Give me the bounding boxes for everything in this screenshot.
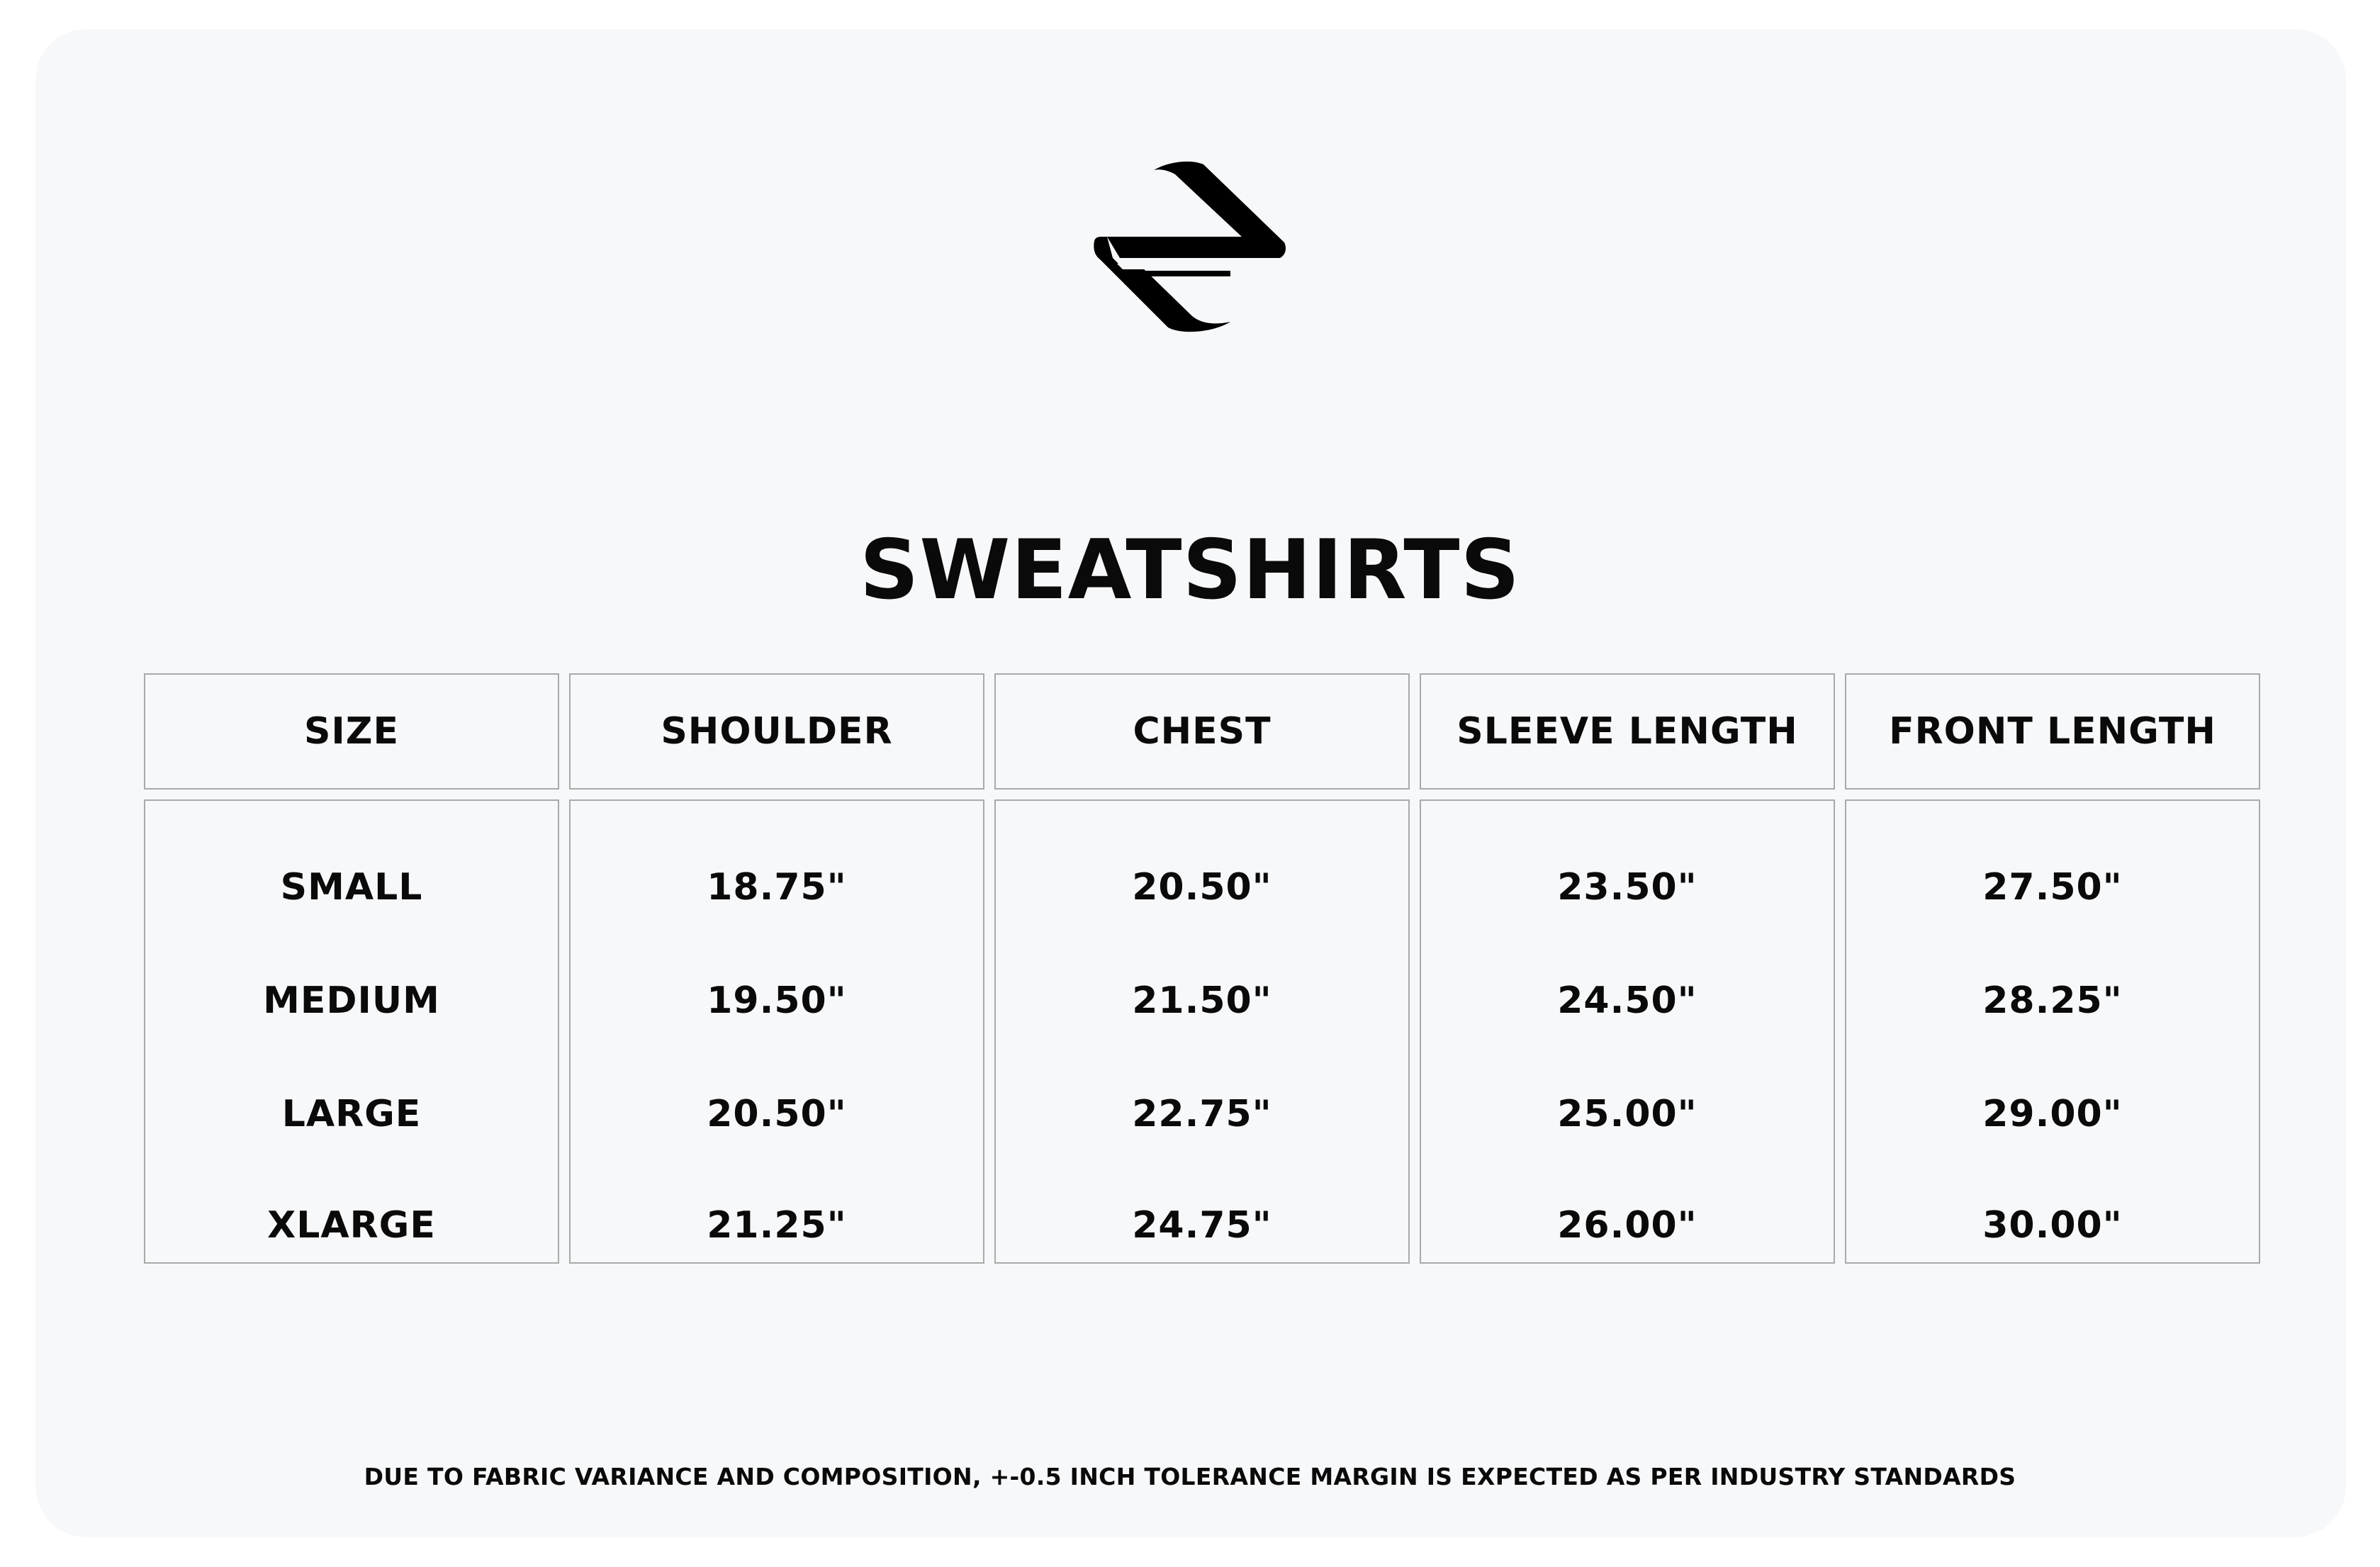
table-cell: 24.75" — [1132, 1204, 1272, 1247]
table-cell: 28.25" — [1982, 979, 2123, 1022]
column-size — [144, 799, 559, 1264]
column-chest — [994, 799, 1410, 1264]
header-size: SIZE — [144, 673, 559, 790]
header-front-length: FRONT LENGTH — [1845, 673, 2260, 790]
table-cell: 21.25" — [707, 1204, 847, 1247]
table-cell: 18.75" — [707, 866, 847, 909]
header-chest: CHEST — [994, 673, 1410, 790]
table-cell: MEDIUM — [263, 979, 440, 1022]
table-cell: 20.50" — [707, 1093, 847, 1135]
table-cell: 27.50" — [1982, 866, 2123, 909]
table-cell: XLARGE — [267, 1204, 436, 1247]
header-sleeve-length: SLEEVE LENGTH — [1420, 673, 1835, 790]
table-cell: 29.00" — [1982, 1093, 2123, 1135]
table-cell: LARGE — [281, 1093, 422, 1135]
table-cell: 22.75" — [1132, 1093, 1272, 1135]
column-front-length — [1845, 799, 2260, 1264]
header-shoulder: SHOULDER — [569, 673, 984, 790]
page-title: SWEATSHIRTS — [859, 522, 1521, 618]
table-cell: 23.50" — [1557, 866, 1697, 909]
tolerance-footnote: DUE TO FABRIC VARIANCE AND COMPOSITION, +-0.5 INCH TOLERANCE MARGIN IS EXPECTED AS PER INDUSTRY STANDARDS — [364, 1463, 2016, 1490]
table-cell: 20.50" — [1132, 866, 1272, 909]
column-sleeve-length — [1420, 799, 1835, 1264]
table-cell: 24.50" — [1557, 979, 1697, 1022]
table-cell: 19.50" — [707, 979, 847, 1022]
table-cell: 30.00" — [1982, 1204, 2123, 1247]
table-cell: 25.00" — [1557, 1093, 1697, 1135]
table-cell: 21.50" — [1132, 979, 1272, 1022]
column-shoulder — [569, 799, 984, 1264]
brand-logo-icon — [1091, 157, 1290, 335]
table-cell: 26.00" — [1557, 1204, 1697, 1247]
table-cell: SMALL — [280, 866, 423, 909]
